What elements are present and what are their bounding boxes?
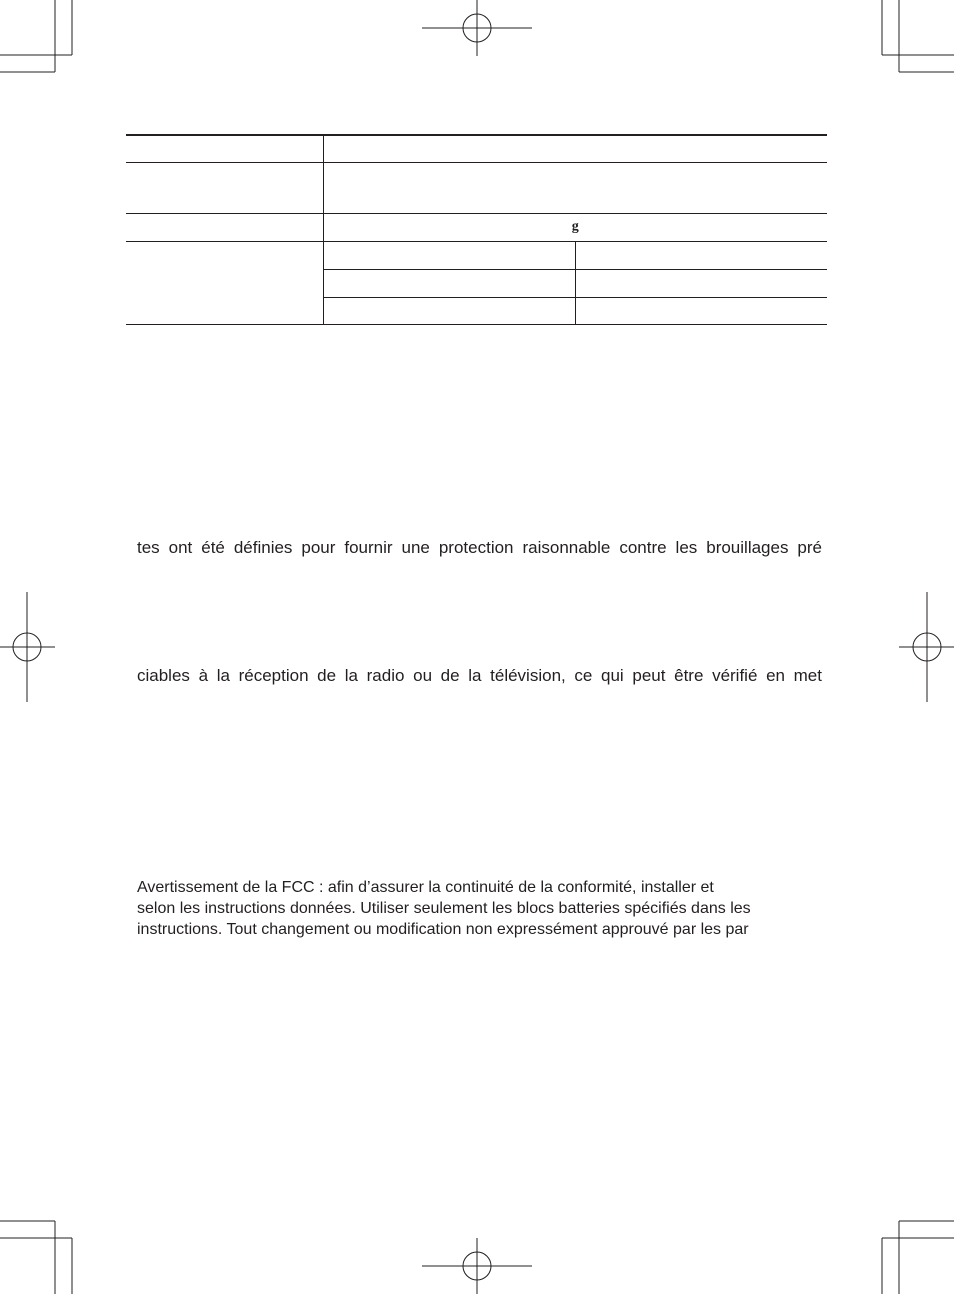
table-cell-sub xyxy=(575,241,827,269)
table-cell-label xyxy=(126,213,323,241)
registration-mark-top xyxy=(422,0,532,56)
table-row xyxy=(126,241,827,269)
table-cell-value xyxy=(323,162,827,213)
table-row xyxy=(126,162,827,213)
table-cell-sub xyxy=(575,269,827,297)
table-cell-value xyxy=(323,135,827,162)
table-cell-label xyxy=(126,135,323,162)
body-text-line: tes ont été définies pour fournir une protection raisonnable contre les brouillages pré xyxy=(137,538,822,557)
table-cell-value: g xyxy=(323,213,827,241)
table-cell-label xyxy=(126,162,323,213)
registration-mark-left xyxy=(0,592,55,702)
specifications-table xyxy=(126,134,827,325)
registration-mark-bottom xyxy=(422,1238,532,1294)
table-cell-sub xyxy=(323,297,575,324)
table-cell-sub xyxy=(575,297,827,324)
registration-mark-right xyxy=(899,592,954,702)
table-cell-label xyxy=(126,241,323,324)
table-row xyxy=(126,213,827,241)
table-cell-sub xyxy=(323,269,575,297)
body-text-line: ciables à la réception de la radio ou de la télévision, ce qui peut être vérifié en met xyxy=(137,666,822,685)
fcc-warning-line: instructions. Tout changement ou modification non expressément approuvé par les par xyxy=(137,921,749,938)
fcc-warning-line: selon les instructions données. Utiliser seulement les blocs batteries spécifiés dans les xyxy=(137,900,751,917)
fcc-warning xyxy=(137,877,827,940)
table-row xyxy=(126,135,827,162)
fcc-warning-line: Avertissement de la FCC : afin d’assurer la continuité de la conformité, installer et xyxy=(137,879,714,896)
table-cell-sub xyxy=(323,241,575,269)
